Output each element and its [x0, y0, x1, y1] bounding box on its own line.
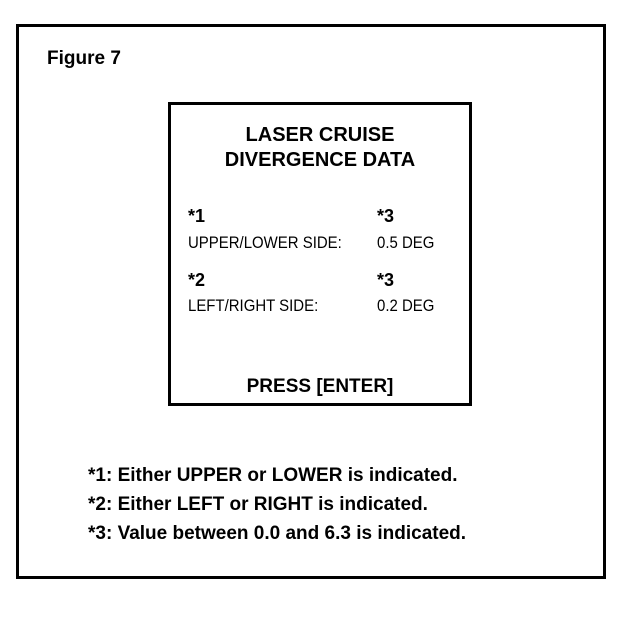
footnotes: [88, 461, 466, 548]
footnote-1: *1: Either UPPER or LOWER is indicated.: [88, 465, 458, 486]
display-screen: [168, 102, 472, 406]
screen-title-line1: LASER CRUISE: [245, 124, 395, 146]
figure-label: Figure 7: [47, 48, 121, 69]
press-enter-prompt: PRESS [ENTER]: [246, 376, 394, 397]
row2-value: 0.2 DEG: [377, 296, 435, 315]
row1-label: UPPER/LOWER SIDE:: [188, 233, 342, 252]
row1-marker-left: *1: [188, 206, 206, 226]
row1-value: 0.5 DEG: [377, 233, 435, 252]
screen-title-line2: DIVERGENCE DATA: [224, 149, 416, 171]
row2-marker-left: *2: [188, 270, 206, 290]
row2-label: LEFT/RIGHT SIDE:: [188, 296, 319, 315]
row1-marker-right: *3: [377, 206, 395, 226]
footnote-3: *3: Value between 0.0 and 6.3 is indicated.: [88, 523, 467, 544]
footnote-2: *2: Either LEFT or RIGHT is indicated.: [88, 494, 428, 515]
row2-marker-right: *3: [377, 270, 395, 290]
